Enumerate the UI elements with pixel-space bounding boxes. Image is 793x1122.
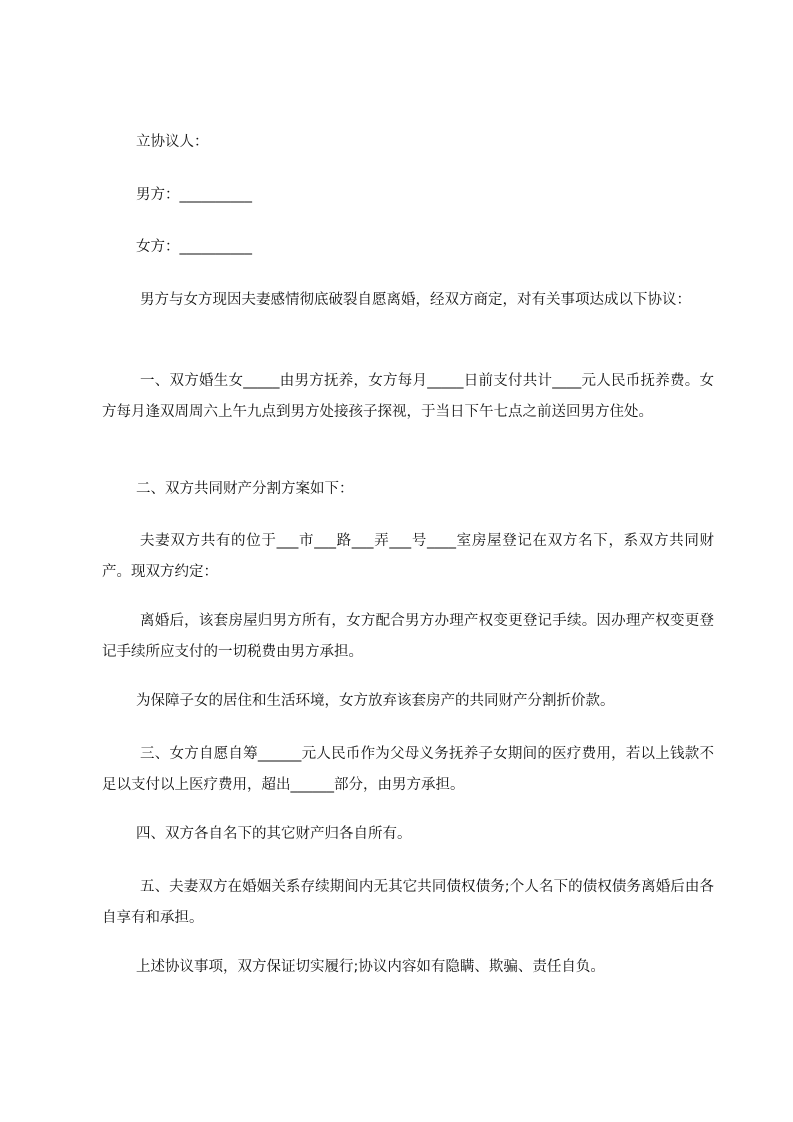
closing-paragraph: 上述协议事项，双方保证切实履行;协议内容如有隐瞒、欺骗、责任自负。 (136, 959, 605, 975)
clause-1-paragraph: 一、双方婚生女_____由男方抚养，女方每月_____日前支付共计____元人民币抚养费。女方每月逢双周周六上午九点到男方处接孩子探视，于当日下午七点之前送回男方住处。 (102, 373, 714, 420)
clause-2-property-paragraph: 夫妻双方共有的位于___市___路___弄___号____室房屋登记在双方名下，系双方共同财产。现双方约定： (102, 533, 714, 580)
intro-paragraph: 男方与女方现因夫妻感情彻底破裂自愿离婚，经双方商定，对有关事项达成以下协议： (140, 292, 691, 308)
clause-2-title: 二、双方共同财产分割方案如下： (136, 481, 354, 497)
clause-4-paragraph: 四、双方各自名下的其它财产归各自所有。 (136, 826, 412, 842)
clause-2-waiver-paragraph: 为保障子女的居住和生活环境，女方放弃该套房产的共同财产分割折价款。 (136, 693, 615, 709)
header-party-line: 立协议人： (136, 134, 209, 150)
female-party-line: 女方：__________ (136, 239, 252, 255)
clause-5-paragraph: 五、夫妻双方在婚姻关系存续期间内无其它共同债权债务;个人名下的债权债务离婚后由各自享有和承担。 (102, 879, 714, 926)
clause-3-paragraph: 三、女方自愿自筹______元人民币作为父母义务抚养子女期间的医疗费用，若以上钱款不足以支付以上医疗费用，超出______部分，由男方承担。 (102, 746, 714, 793)
male-party-line: 男方：__________ (136, 187, 252, 203)
clause-2-after-divorce-paragraph: 离婚后，该套房屋归男方所有，女方配合男方办理产权变更登记手续。因办理产权变更登记手续所应支付的一切税费由男方承担。 (102, 613, 714, 660)
